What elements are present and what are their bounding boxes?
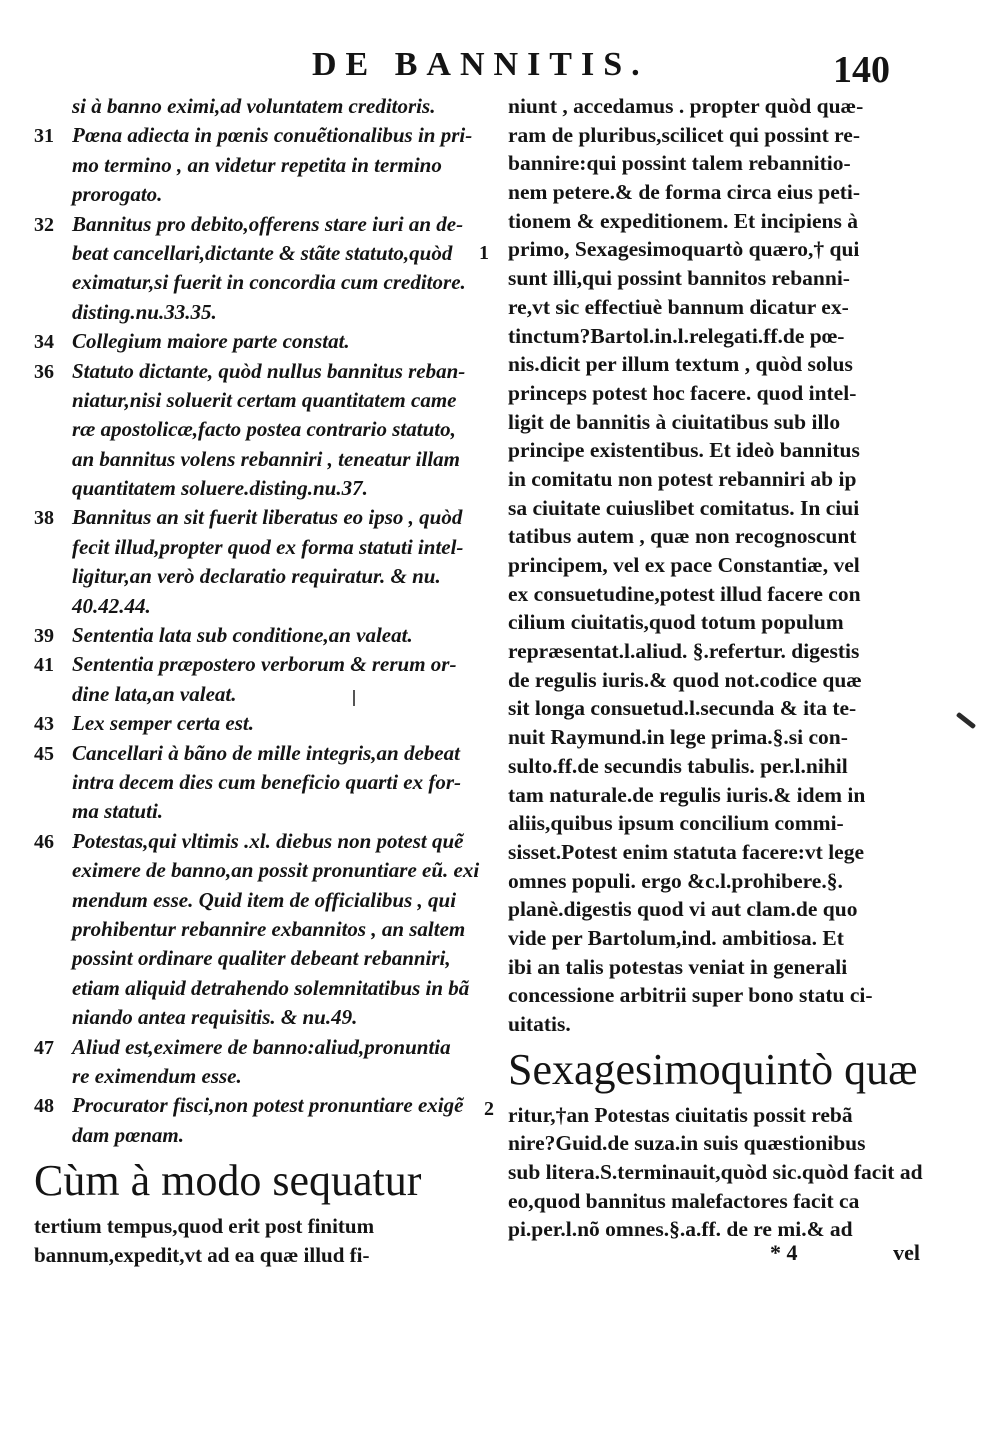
index-text: Sententia præpostero verborum & rerum or- <box>72 652 457 677</box>
body-line: cilium ciuitatis,quod totum populum <box>508 610 844 635</box>
body-line: primo, Sexagesimoquartò quæro,† qui <box>508 237 860 262</box>
index-text: dine lata,an valeat. <box>72 681 237 706</box>
index-text: re eximendum esse. <box>72 1063 242 1088</box>
index-number: 43 <box>34 713 54 736</box>
body-line: re,vt sic effectiuè bannum dicatur ex- <box>508 294 849 319</box>
body-line: bannire:qui possint talem rebannitio- <box>508 151 851 176</box>
index-line <box>34 327 489 356</box>
index-number: 32 <box>34 213 54 236</box>
index-number: 41 <box>34 654 54 677</box>
index-text: Lex semper certa est. <box>72 711 254 736</box>
index-text: disting.nu.33.35. <box>72 299 217 324</box>
index-text: intra decem dies cum beneficio quarti ex for- <box>72 769 462 794</box>
index-line <box>34 268 489 297</box>
index-text: ligitur,an verò declaratio requiratur. & nu. <box>72 564 441 589</box>
index-line <box>34 210 489 239</box>
body-line: concessione arbitrii super bono statu ci- <box>508 983 873 1008</box>
index-line <box>34 739 489 768</box>
index-line <box>34 474 489 503</box>
index-line <box>34 1003 489 1032</box>
body-line: sa ciuitate cuiuslibet comitatus. In ciui <box>508 495 860 520</box>
index-number: 31 <box>34 125 54 148</box>
body-line: principe existentibus. Et ideò bannitus <box>508 438 860 463</box>
index-text: mendum esse. Quid item de officialibus , qui <box>72 887 457 912</box>
index-line <box>34 239 489 268</box>
index-line <box>34 1062 489 1091</box>
body-line: uitatis. <box>508 1012 571 1036</box>
index-text: prorogato. <box>72 182 163 207</box>
ink-mark <box>956 712 976 729</box>
index-line <box>34 445 489 474</box>
index-line <box>34 533 489 562</box>
body-line: tionem & expeditionem. Et incipiens à <box>508 208 858 233</box>
index-line <box>34 827 489 856</box>
index-text: ma statuti. <box>72 799 164 824</box>
body-line: sisset.Potest enim statuta facere:vt lege <box>508 839 865 864</box>
index-line <box>34 386 489 415</box>
body-line: tam naturale.de regulis iuris.& idem in <box>508 782 866 807</box>
index-text: fecit illud,propter quod ex forma statuti intel- <box>72 534 464 559</box>
body-line: in comitatu non potest rebanniri ab ip <box>508 466 857 491</box>
body-line: sunt illi,qui possint bannitos rebanni- <box>508 266 850 291</box>
ink-mark <box>353 690 355 706</box>
index-line <box>34 180 489 209</box>
body-line: vide per Bartolum,ind. ambitiosa. Et <box>508 925 844 950</box>
index-text: Statuto dictante, quòd nullus bannitus reban- <box>72 358 466 383</box>
index-text: Procurator fisci,non potest pronuntiare exigẽ <box>72 1093 464 1118</box>
index-text: Bannitus pro debito,offerens stare iuri an de- <box>72 211 464 236</box>
index-line <box>34 592 489 621</box>
index-number: 38 <box>34 507 54 530</box>
body-line: eo,quod bannitus malefactores facit ca <box>508 1188 860 1213</box>
index-line <box>34 709 489 738</box>
right-text-block-b <box>508 1101 923 1244</box>
index-line <box>34 915 489 944</box>
right-column <box>508 92 923 1312</box>
index-line <box>34 298 489 327</box>
index-number: 34 <box>34 331 54 354</box>
body-line: principem, vel ex pace Constantiæ, vel <box>508 553 860 577</box>
left-column <box>34 92 489 1267</box>
catchword-line <box>770 1240 920 1270</box>
index-line <box>34 680 489 709</box>
right-text-block-a <box>508 92 918 1039</box>
index-number: 36 <box>34 360 54 383</box>
body-line: ibi an talis potestas veniat in generali <box>508 954 848 979</box>
index-line <box>34 503 489 532</box>
index-line <box>34 121 489 150</box>
body-line: nuit Raymund.in lege prima.§.si con- <box>508 725 848 750</box>
index-text: Collegium maiore parte constat. <box>72 329 350 354</box>
index-line <box>34 944 489 973</box>
index-text: eximere de banno,an possit pronuntiare eũ. exi <box>72 858 480 883</box>
index-text: Pœna adiecta in pœnis conuẽtionalibus in pri- <box>72 123 473 148</box>
index-text: 40.42.44. <box>72 593 151 618</box>
body-line: pi.per.l.nõ omnes.§.a.ff. de re mi.& ad <box>508 1217 853 1242</box>
body-line: ligit de bannitis à ciuitatibus sub illo <box>508 409 841 434</box>
index-text: niatur,nisi soluerit certam quantitatem came <box>72 387 457 412</box>
body-line: nis.dicit per illum textum , quòd solus <box>508 352 853 377</box>
signature-mark: * 4 <box>770 1240 798 1265</box>
body-line: ritur,†an Potestas ciuitatis possit rebã <box>508 1102 853 1127</box>
index-line <box>34 415 489 444</box>
body-line: nem petere.& de forma circa eius peti- <box>508 180 861 205</box>
index-number: 45 <box>34 742 54 765</box>
marginal-number: 2 <box>484 1098 494 1120</box>
body-line: sit longa consuetud.l.secunda & ita te- <box>508 696 857 721</box>
body-line: sub litera.S.terminauit,quòd sic.quòd facit ad <box>508 1160 923 1185</box>
index-number: 48 <box>34 1095 54 1118</box>
index-line <box>34 151 489 180</box>
body-line: tertium tempus,quod erit post finitum <box>34 1214 375 1239</box>
body-line: tinctum?Bartol.in.l.relegati.ff.de pœ- <box>508 323 845 348</box>
body-line: de regulis iuris.& quod not.codice quæ <box>508 667 862 692</box>
index-text: Aliud est,eximere de banno:aliud,pronuntia <box>72 1034 451 1059</box>
index-text: prohibentur rebannire exbannitos , an saltem <box>72 916 466 941</box>
body-line: sulto.ff.de secundis tabulis. per.l.nihil <box>508 753 848 778</box>
section-heading-right: Sexagesimoquintò quæ <box>508 1044 918 1094</box>
index-text: quantitatem soluere.disting.nu.37. <box>72 476 368 501</box>
index-number: 46 <box>34 830 54 853</box>
index-text: eximatur,si fuerit in concordia cum creditore. <box>72 270 466 295</box>
index-text: niando antea requisitis. & nu.49. <box>72 1005 358 1030</box>
body-line: aliis,quibus ipsum concilium commi- <box>508 811 844 836</box>
body-line: bannum,expedit,vt ad ea quæ illud fi- <box>34 1242 370 1267</box>
body-line: nire?Guid.de suza.in suis quæstionibus <box>508 1131 866 1156</box>
index-line <box>34 1121 489 1150</box>
index-line <box>34 357 489 386</box>
index-text: ræ apostolicæ,facto postea contrario statuto, <box>72 417 456 442</box>
body-line: repræsentat.l.aliud. §.refertur. digestis <box>508 639 860 664</box>
page-header <box>300 46 920 96</box>
index-number: 39 <box>34 625 54 648</box>
index-line <box>34 621 489 650</box>
running-title: DE BANNITIS. <box>312 46 649 83</box>
body-line: ex consuetudine,potest illud facere con <box>508 581 861 606</box>
summary-index <box>34 92 489 1150</box>
body-line: princeps potest hoc facere. quod intel- <box>508 380 857 405</box>
index-text: an bannitus volens rebanniri , teneatur illam <box>72 446 461 471</box>
index-text: Bannitus an sit fuerit liberatus eo ipso , quòd <box>72 505 463 530</box>
folio-number: 140 <box>833 49 890 91</box>
index-text: si à banno eximi,ad voluntatem creditoris. <box>72 94 436 118</box>
body-line: ram de pluribus,scilicet qui possint re- <box>508 122 860 147</box>
index-text: mo termino , an videtur repetita in termino <box>72 152 442 177</box>
body-line: tatibus autem , quæ non recognoscunt <box>508 524 857 549</box>
index-line <box>34 797 489 826</box>
index-line <box>34 886 489 915</box>
index-text: dam pœnam. <box>72 1122 185 1147</box>
index-line <box>34 92 489 121</box>
index-text: Cancellari à bãno de mille integris,an debeat <box>72 740 460 765</box>
index-line <box>34 1091 489 1120</box>
body-line: omnes populi. ergo &c.l.prohibere.§. <box>508 868 843 893</box>
index-line <box>34 650 489 679</box>
index-line <box>34 856 489 885</box>
index-text: possint ordinare qualiter debeant rebanniri, <box>72 946 451 971</box>
index-line <box>34 974 489 1003</box>
marginal-number: 1 <box>479 241 489 264</box>
index-text: beat cancellari,dictante & stãte statuto,quòd <box>72 240 453 265</box>
index-number: 47 <box>34 1036 54 1059</box>
index-line <box>34 768 489 797</box>
catchword: vel <box>893 1240 920 1265</box>
index-text: Potestas,qui vltimis .xl. diebus non potest quẽ <box>72 828 464 853</box>
body-line: niunt , accedamus . propter quòd quæ- <box>508 94 864 118</box>
index-line <box>34 562 489 591</box>
index-text: Sententia lata sub conditione,an valeat. <box>72 623 413 648</box>
section-heading-left: Cùm à modo sequatur <box>34 1156 422 1206</box>
index-text: etiam aliquid detrahendo solemnitatibus in bã <box>72 975 470 1000</box>
index-line <box>34 1033 489 1062</box>
body-line: planè.digestis quod vi aut clam.de quo <box>508 897 858 922</box>
